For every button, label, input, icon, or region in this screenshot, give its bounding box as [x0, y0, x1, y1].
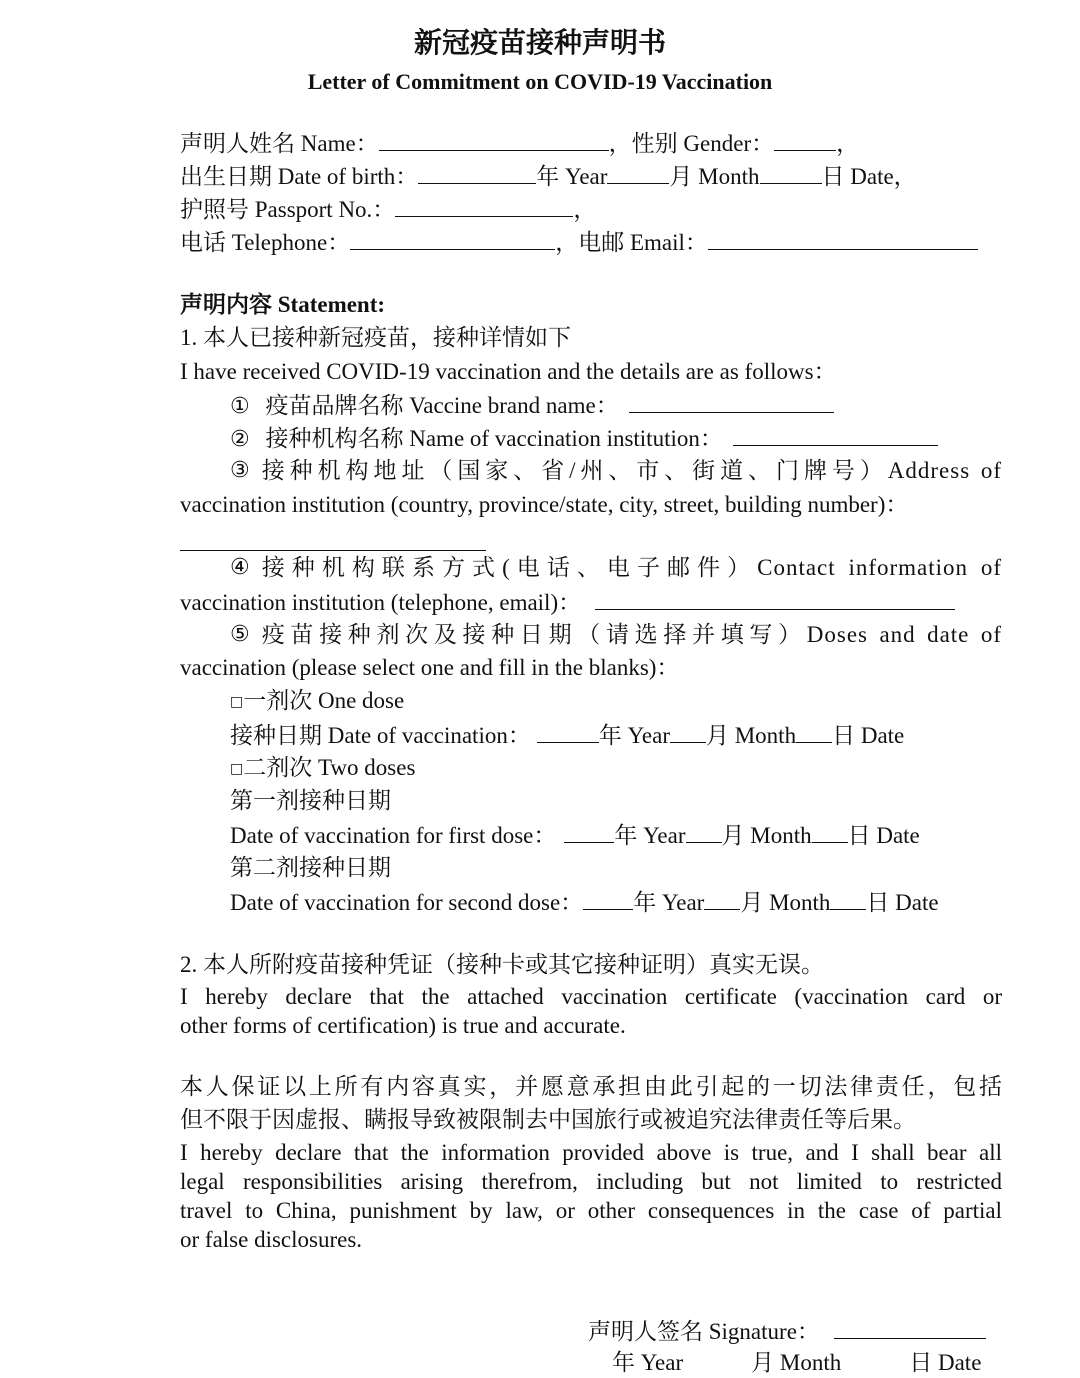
dob-day-label: 日 Date， [821, 164, 917, 189]
two-doses-label: 二剂次 Two doses [243, 755, 416, 780]
email-blank[interactable] [708, 227, 978, 250]
sub2-number: ② [230, 427, 250, 452]
one-dose-month-label: 月 Month [705, 723, 797, 748]
one-dose-date-label: 接种日期 Date of vaccination： [230, 723, 531, 748]
signature-blank[interactable] [834, 1316, 986, 1339]
telephone-label: 电话 Telephone： [180, 230, 351, 255]
two-doses-checkbox[interactable]: □ [230, 761, 244, 777]
sub3-row [230, 456, 1002, 486]
first-dose-date-row [230, 820, 920, 851]
sub4-line1: 接种机构联系方式(电话、电子邮件）Contact information of [261, 555, 1002, 580]
name-separator: ， [608, 131, 632, 156]
first-dose-day-blank[interactable] [812, 820, 848, 843]
dob-year-blank[interactable] [418, 161, 536, 184]
dob-label: 出生日期 Date of birth： [180, 164, 419, 189]
sub5-row [230, 620, 1002, 650]
one-dose-label: 一剂次 One dose [243, 688, 405, 713]
first-dose-month-blank[interactable] [686, 820, 722, 843]
first-dose-cn: 第一剂接种日期 [230, 788, 391, 813]
institution-contact-blank[interactable] [595, 587, 955, 610]
first-dose-en: Date of vaccination for first dose： [230, 823, 557, 848]
contact-row [180, 227, 978, 258]
first-dose-year-blank[interactable] [564, 820, 614, 843]
passport-row [180, 194, 596, 225]
institution-name-blank[interactable] [733, 423, 938, 446]
second-dose-month-blank[interactable] [704, 887, 740, 910]
document-title: 新冠疫苗接种声明书 [413, 26, 666, 59]
sub4-line2-row [180, 587, 955, 618]
sub2-row [230, 423, 938, 455]
passport-label: 护照号 Passport No.： [180, 197, 396, 222]
second-dose-en: Date of vaccination for second dose： [230, 890, 584, 915]
second-dose-year-label: 年 Year [633, 890, 705, 915]
declaration2-en-line2: other forms of certification) is true and accurate. [180, 1013, 626, 1038]
name-blank[interactable] [379, 128, 609, 151]
passport-end: ， [573, 197, 597, 222]
one-dose-year-label: 年 Year [598, 723, 670, 748]
one-dose-year-blank[interactable] [537, 720, 599, 743]
guarantee-en-line3: travel to China, punishment by law, or other consequences in the case of partial [180, 1198, 1002, 1223]
dob-month-label: 月 Month [669, 164, 760, 189]
guarantee-cn-line1: 本人保证以上所有内容真实，并愿意承担由此引起的一切法律责任，包括 [180, 1074, 1002, 1099]
gender-blank[interactable] [774, 128, 836, 151]
gender-end: ， [836, 131, 860, 156]
signature-year-label: 年 Year [612, 1350, 684, 1375]
sub3-line2: vaccination institution (country, province/state, city, street, building number)： [180, 492, 909, 517]
second-dose-day-blank[interactable] [830, 887, 866, 910]
declaration2-en-line1: I hereby declare that the attached vaccination certificate (vaccination card or [180, 984, 1002, 1009]
vaccine-brand-blank[interactable] [629, 390, 834, 413]
sub1-row [230, 390, 834, 422]
signature-row [588, 1316, 986, 1347]
one-dose-date-row [230, 720, 904, 751]
guarantee-en-line1: I hereby declare that the information provided above is true, and I shall bear all [180, 1140, 1002, 1165]
two-doses-option[interactable] [230, 753, 415, 784]
sub1-number: ① [230, 394, 250, 419]
first-dose-month-label: 月 Month [721, 823, 812, 848]
name-label: 声明人姓名 Name： [180, 131, 379, 156]
item1-cn: 1. 本人已接种新冠疫苗，接种详情如下 [180, 325, 571, 350]
second-dose-month-label: 月 Month [740, 890, 831, 915]
signature-day-label: 日 Date [909, 1350, 982, 1375]
second-dose-cn: 第二剂接种日期 [230, 855, 391, 880]
guarantee-en-line4: or false disclosures. [180, 1227, 363, 1252]
sub3-line1: 接种机构地址（国家、省/州、市、街道、门牌号）Address of [261, 458, 1002, 483]
one-dose-day-blank[interactable] [796, 720, 832, 743]
passport-blank[interactable] [395, 194, 573, 217]
sub1-label: 疫苗品牌名称 Vaccine brand name： [265, 393, 619, 418]
sub5-number: ⑤ [230, 622, 250, 647]
second-dose-year-blank[interactable] [583, 887, 633, 910]
second-dose-date-row [230, 887, 939, 918]
one-dose-month-blank[interactable] [670, 720, 706, 743]
dob-year-label: 年 Year [536, 164, 608, 189]
declaration2-cn: 2. 本人所附疫苗接种凭证（接种卡或其它接种证明）真实无误。 [180, 952, 824, 977]
sub2-label: 接种机构名称 Name of vaccination institution： [265, 426, 723, 451]
second-dose-day-label: 日 Date [866, 890, 939, 915]
sub5-line2: vaccination (please select one and fill in the blanks)： [180, 655, 680, 680]
sub4-number: ④ [230, 555, 250, 580]
one-dose-day-label: 日 Date [832, 723, 905, 748]
guarantee-cn-line2: 但不限于因虚报、瞒报导致被限制去中国旅行或被追究法律责任等后果。 [180, 1107, 916, 1132]
email-label: ，电邮 Email： [555, 230, 708, 255]
first-dose-year-label: 年 Year [614, 823, 686, 848]
sub5-line1: 疫苗接种剂次及接种日期（请选择并填写）Doses and date of [261, 622, 1002, 647]
dob-day-blank[interactable] [760, 161, 822, 184]
dob-row [180, 161, 917, 192]
sub3-number: ③ [230, 458, 250, 483]
telephone-blank[interactable] [350, 227, 555, 250]
one-dose-checkbox[interactable]: □ [230, 694, 244, 710]
statement-heading: 声明内容 Statement: [180, 292, 386, 317]
name-row [180, 128, 859, 159]
first-dose-day-label: 日 Date [847, 823, 920, 848]
guarantee-en-line2: legal responsibilities arising therefrom, including but not limited to restricted [180, 1169, 1002, 1194]
sub4-row [230, 553, 1002, 583]
signature-label: 声明人签名 Signature： [588, 1319, 820, 1344]
signature-month-label: 月 Month [751, 1350, 842, 1375]
one-dose-option[interactable] [230, 686, 404, 717]
item1-en: I have received COVID-19 vaccination and the details are as follows： [180, 359, 837, 384]
gender-label: 性别 Gender： [631, 131, 775, 156]
institution-address-blank[interactable] [180, 528, 486, 551]
sub4-line2: vaccination institution (telephone, email)： [180, 590, 582, 615]
dob-month-blank[interactable] [607, 161, 669, 184]
document-subtitle: Letter of Commitment on COVID-19 Vaccination [307, 69, 773, 94]
